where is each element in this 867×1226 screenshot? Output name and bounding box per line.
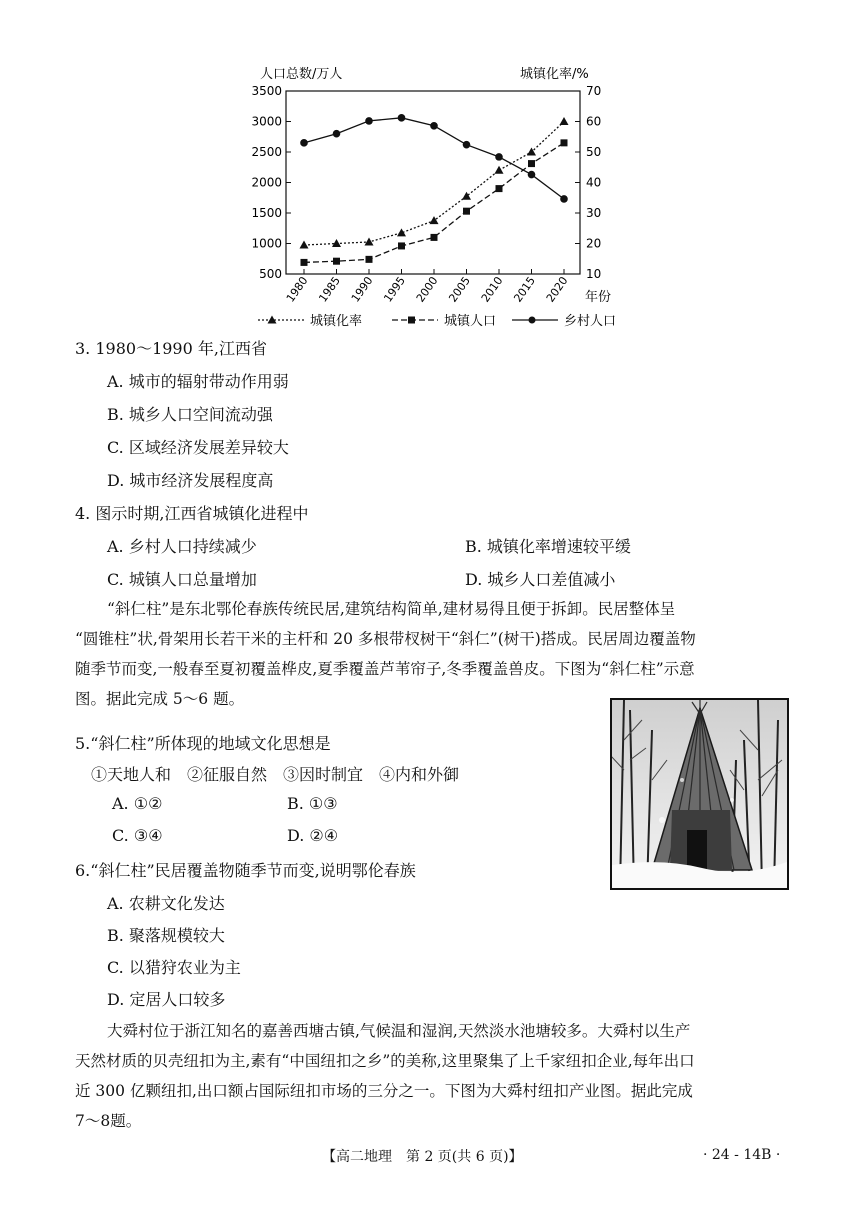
data-point-circle: [528, 171, 536, 179]
y-left-tick-label: 1000: [251, 236, 282, 251]
y-left-tick-label: 3500: [251, 84, 282, 98]
data-point-square: [496, 185, 503, 192]
legend-label-2: 乡村人口: [564, 314, 617, 329]
q6-option-b[interactable]: B. 聚落规模较大: [107, 926, 225, 945]
y-right-tick-label: 40: [586, 175, 602, 190]
population-urbanization-chart: [240, 60, 630, 335]
data-point-circle: [560, 195, 568, 203]
q5-option-a[interactable]: A. ①②: [112, 794, 163, 813]
data-point-square: [398, 242, 405, 249]
y-right-tick-label: 70: [586, 84, 602, 98]
passage-line: 图。据此完成 5～6 题。: [75, 690, 245, 708]
y-left-tick-label: 500: [259, 267, 282, 281]
y-right-tick-label: 50: [586, 145, 602, 159]
data-point-triangle: [300, 241, 309, 249]
data-point-circle: [333, 130, 341, 138]
data-point-circle: [463, 141, 471, 149]
data-point-triangle: [430, 216, 439, 224]
x-tick-label: 2010: [478, 274, 506, 305]
passage-line: 近 300 亿颗纽扣,出口额占国际纽扣市场的三分之一。下图为大舜村纽扣产业图。据此完成: [75, 1082, 693, 1100]
passage-line: “斜仁柱”是东北鄂伦春族传统民居,建筑结构简单,建材易得且便于拆卸。民居整体呈: [107, 600, 676, 618]
q5-choices: ①天地人和 ②征服自然 ③因时制宜 ④内和外御: [91, 765, 460, 784]
data-point-square: [301, 259, 308, 266]
data-point-square: [431, 234, 438, 241]
q4-option-c[interactable]: C. 城镇人口总量增加: [107, 570, 257, 589]
data-point-square: [366, 256, 373, 263]
passage-line: “圆锥柱”状,骨架用长若干米的主杆和 20 多根带杈树干“斜仁”(树干)搭成。民居周边覆盖物: [75, 630, 696, 648]
data-point-square: [333, 258, 340, 265]
y-right-tick-label: 10: [586, 267, 602, 281]
data-point-triangle: [495, 166, 504, 174]
y-right-tick-label: 20: [586, 236, 602, 251]
q5-option-b[interactable]: B. ①③: [287, 794, 338, 813]
passage-line: 大舜村位于浙江知名的嘉善西塘古镇,气候温和湿润,天然淡水池塘较多。大舜村以生产: [107, 1022, 691, 1040]
legend-marker-circle: [529, 317, 536, 324]
data-point-square: [528, 160, 535, 167]
plot-frame: [286, 91, 580, 274]
passage-xierenzhu: [75, 594, 696, 714]
legend-marker-square: [408, 317, 415, 324]
page-code: · 24 - 14B ·: [703, 1147, 781, 1163]
data-point-square: [463, 208, 470, 215]
q4-option-d[interactable]: D. 城乡人口差值减小: [465, 570, 616, 589]
passage-line: 7～8题。: [75, 1112, 142, 1130]
q6-option-a[interactable]: A. 农耕文化发达: [107, 894, 225, 913]
question-5-stem: 5.“斜仁柱”所体现的地域文化思想是: [75, 734, 331, 753]
x-axis-title: 年份: [585, 290, 612, 305]
y-left-tick-label: 1500: [251, 206, 282, 220]
y-left-tick-label: 2500: [251, 145, 282, 159]
question-3-stem: 3. 1980～1990 年,江西省: [75, 339, 267, 358]
data-point-circle: [495, 153, 503, 161]
q6-option-c[interactable]: C. 以猎狩农业为主: [107, 958, 241, 977]
x-tick-label: 1980: [283, 274, 311, 305]
passage-dashun-village: [75, 1016, 695, 1136]
q4-option-b[interactable]: B. 城镇化率增速较平缓: [465, 537, 631, 556]
passage-line: 天然材质的贝壳纽扣为主,素有“中国纽扣之乡”的美称,这里聚集了上千家纽扣企业,每年出口: [75, 1052, 695, 1070]
series-line-1: [304, 143, 564, 263]
series-line-0: [304, 122, 564, 246]
q5-option-c[interactable]: C. ③④: [112, 826, 163, 845]
page-footer-label: 【高二地理 第 2 页(共 6 页)】: [322, 1149, 523, 1165]
data-point-square: [561, 139, 568, 146]
q5-option-d[interactable]: D. ②④: [287, 826, 339, 845]
x-tick-label: 1985: [316, 274, 343, 305]
x-tick-label: 2020: [543, 274, 571, 305]
data-point-circle: [430, 122, 438, 130]
q3-option-c[interactable]: C. 区域经济发展差异较大: [107, 438, 289, 457]
q3-option-a[interactable]: A. 城市的辐射带动作用弱: [107, 372, 289, 391]
y-left-tick-label: 2000: [251, 175, 282, 190]
x-tick-label: 1995: [381, 274, 408, 305]
passage-line: 随季节而变,一般春至夏初覆盖桦皮,夏季覆盖芦苇帘子,冬季覆盖兽皮。下图为“斜仁柱”示意: [75, 660, 695, 678]
x-tick-label: 1990: [348, 274, 376, 305]
y-right-tick-label: 30: [586, 206, 602, 220]
question-6-stem: 6.“斜仁柱”民居覆盖物随季节而变,说明鄂伦春族: [75, 861, 416, 880]
question-4-stem: 4. 图示时期,江西省城镇化进程中: [75, 504, 309, 523]
series-line-2: [304, 118, 564, 199]
data-point-circle: [398, 114, 406, 122]
q3-option-d[interactable]: D. 城市经济发展程度高: [107, 471, 274, 490]
q4-option-a[interactable]: A. 乡村人口持续减少: [107, 537, 257, 556]
y-left-axis-title: 人口总数/万人: [260, 67, 343, 82]
data-point-triangle: [462, 192, 471, 200]
xierenzhu-photo: [610, 698, 789, 890]
data-point-triangle: [560, 117, 569, 125]
y-left-tick-label: 3000: [251, 114, 282, 129]
q6-option-d[interactable]: D. 定居人口较多: [107, 990, 226, 1009]
y-right-axis-title: 城镇化率/%: [520, 67, 589, 82]
x-tick-label: 2015: [511, 274, 538, 305]
data-point-circle: [300, 139, 308, 147]
legend-label-1: 城镇人口: [444, 314, 497, 329]
legend-label-0: 城镇化率: [310, 314, 363, 329]
x-tick-label: 2000: [413, 274, 441, 305]
y-right-tick-label: 60: [586, 114, 602, 129]
data-point-circle: [365, 117, 373, 125]
x-tick-label: 2005: [446, 274, 473, 305]
q3-option-b[interactable]: B. 城乡人口空间流动强: [107, 405, 273, 424]
